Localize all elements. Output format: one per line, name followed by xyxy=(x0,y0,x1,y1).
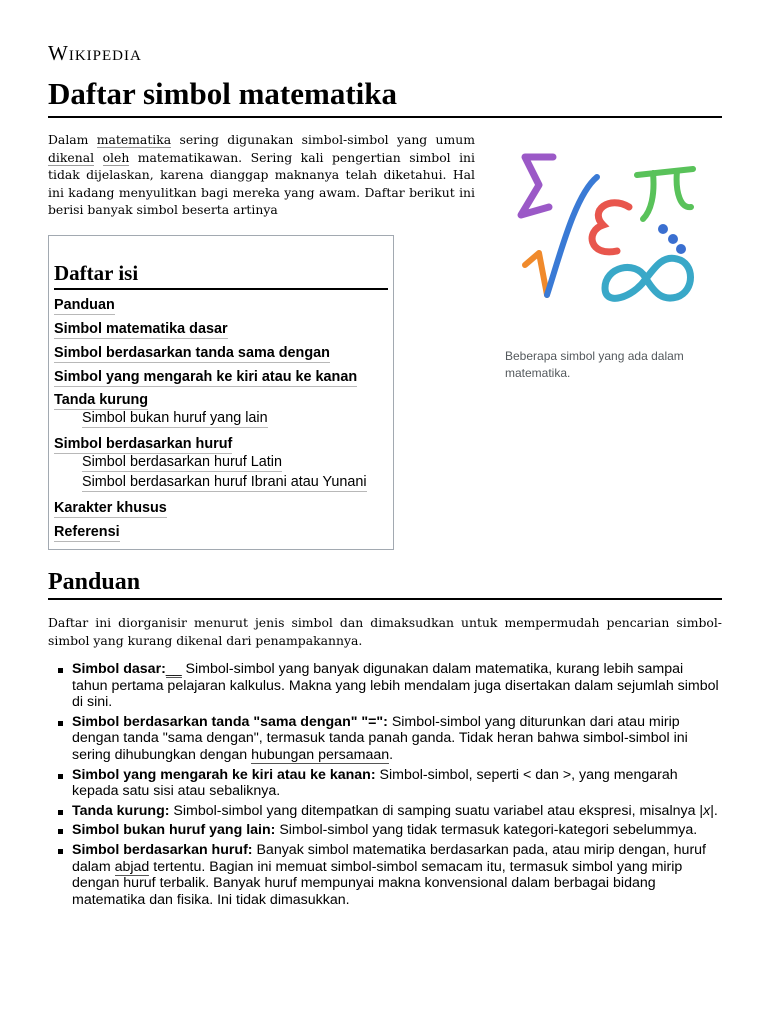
toc-item-tanda-kurung[interactable]: Tanda kurung xyxy=(54,392,149,408)
bullet-text-end: . xyxy=(389,746,394,763)
toc-item-panduan[interactable]: Panduan xyxy=(54,297,115,313)
bullet-text: Simbol-simbol yang diturunkan dari atau mirip dengan tanda "sama dengan", termasuk tanda panah ganda. Tidak heran bahwa simbol-simbol ini sering dihubungkan dengan xyxy=(72,713,688,763)
bullet-text: Simbol-simbol yang banyak digunakan dalam matematika, kurang lebih sampai tahun pertama pelajaran kalkulus. Makna yang lebih mendalam juga disertakan dalam sejumlah simbol di sini. xyxy=(72,661,719,711)
bullet-term: Simbol bukan huruf yang lain: xyxy=(72,822,276,839)
intro-text-mid1: sering digunakan simbol-simbol yang umum xyxy=(171,132,475,147)
bullet-text: Simbol-simbol, seperti < dan >, yang mengarah kepada satu sisi atau sebaliknya. xyxy=(72,766,678,800)
toc-item-referensi[interactable]: Referensi xyxy=(54,524,120,540)
bullet-term: Simbol berdasarkan huruf: xyxy=(72,841,253,858)
bullet-icon xyxy=(58,774,63,779)
list-item xyxy=(48,842,722,908)
bullet-icon xyxy=(58,668,63,673)
infinity-symbol xyxy=(605,258,691,298)
link-hubungan-persamaan[interactable]: hubungan persamaan xyxy=(251,746,390,763)
bullet-text: Simbol-simbol yang ditempatkan di samping suatu variabel atau ekspresi, misalnya | xyxy=(169,802,704,819)
toc-item-karakter-khusus[interactable]: Karakter khusus xyxy=(54,500,167,516)
bullet-term-underscore: __ xyxy=(165,661,182,677)
bullet-text: Simbol-simbol yang tidak termasuk kategori-kategori sebelummya. xyxy=(275,822,698,839)
sigma-symbol xyxy=(521,157,553,215)
list-item xyxy=(48,714,722,764)
math-symbols-image[interactable] xyxy=(505,145,705,325)
toc-item-simbol-matematika-dasar[interactable]: Simbol matematika dasar xyxy=(54,321,228,337)
bullet-term: Simbol berdasarkan tanda "sama dengan" "=": xyxy=(72,713,388,730)
wikipedia-wordmark[interactable]: Wikipedia xyxy=(48,41,142,65)
table-of-contents xyxy=(48,235,394,550)
dots-symbol xyxy=(658,224,686,254)
bullet-term: Simbol yang mengarah ke kiri atau ke kanan: xyxy=(72,766,376,783)
toc-item-huruf-latin[interactable]: Simbol berdasarkan huruf Latin xyxy=(82,454,282,470)
bullet-term: Simbol dasar: xyxy=(72,661,166,677)
toc-title: Daftar isi xyxy=(54,260,388,290)
symbol-category-list xyxy=(48,661,722,911)
toc-item-simbol-bukan-huruf[interactable]: Simbol bukan huruf yang lain xyxy=(82,410,268,426)
list-item xyxy=(48,803,722,820)
link-oleh[interactable]: oleh xyxy=(102,149,130,165)
intro-text-post: matematikawan. Sering kali pengertian simbol ini tidak dijelaskan, karena dianggap maknanya telah diketahui. Hal ini kadang menyulitkan bagi mereka yang awam. Daftar berikut ini berisi banyak simbol beserta artinya xyxy=(48,149,475,218)
section-title-panduan: Panduan xyxy=(48,567,722,600)
pi-symbol xyxy=(637,169,693,219)
bullet-text-end: tertentu. Bagian ini memuat simbol-simbol semacam itu, termasuk simbol yang mirip dengan huruf terbalik. Banyak huruf mempunyai makna konvensional dalam berbagai bidang matematika dan fisika. Ini tidak dimasukkan. xyxy=(72,858,683,908)
link-abjad[interactable]: abjad xyxy=(114,858,150,875)
intro-text-pre: Dalam xyxy=(48,132,97,147)
link-dikenal[interactable]: dikenal xyxy=(48,149,95,165)
image-caption: Beberapa simbol yang ada dalam matematika. xyxy=(505,349,684,380)
bullet-text: Banyak simbol matematika berdasarkan pada, atau mirip dengan, huruf dalam xyxy=(72,841,706,875)
list-item xyxy=(48,767,722,800)
bullet-icon xyxy=(58,849,63,854)
intro-text-mid2 xyxy=(94,150,102,165)
bullet-italic-var: x xyxy=(703,802,711,819)
epsilon-symbol xyxy=(592,203,629,252)
toc-item-simbol-berdasarkan-huruf[interactable]: Simbol berdasarkan huruf xyxy=(54,436,233,452)
bullet-icon xyxy=(58,829,63,834)
toc-item-simbol-kiri-kanan[interactable]: Simbol yang mengarah ke kiri atau ke kanan xyxy=(54,369,358,385)
bullet-term: Tanda kurung: xyxy=(72,802,170,819)
link-matematika[interactable]: matematika xyxy=(96,132,172,147)
list-item xyxy=(48,822,722,839)
list-item xyxy=(48,661,722,711)
toc-item-huruf-ibrani-yunani[interactable]: Simbol berdasarkan huruf Ibrani atau Yunani xyxy=(82,474,367,490)
bullet-icon xyxy=(58,721,63,726)
section-intro: Daftar ini diorganisir menurut jenis simbol dan dimaksudkan untuk mempermudah pencarian simbol-simbol yang kurang dikenal dari penampakannya. xyxy=(48,615,722,648)
intro-paragraph xyxy=(48,131,475,219)
bullet-icon xyxy=(58,810,63,815)
bullet-text-end: |. xyxy=(710,802,718,819)
page-title: Daftar simbol matematika xyxy=(48,74,722,118)
toc-item-simbol-sama-dengan[interactable]: Simbol berdasarkan tanda sama dengan xyxy=(54,345,330,361)
